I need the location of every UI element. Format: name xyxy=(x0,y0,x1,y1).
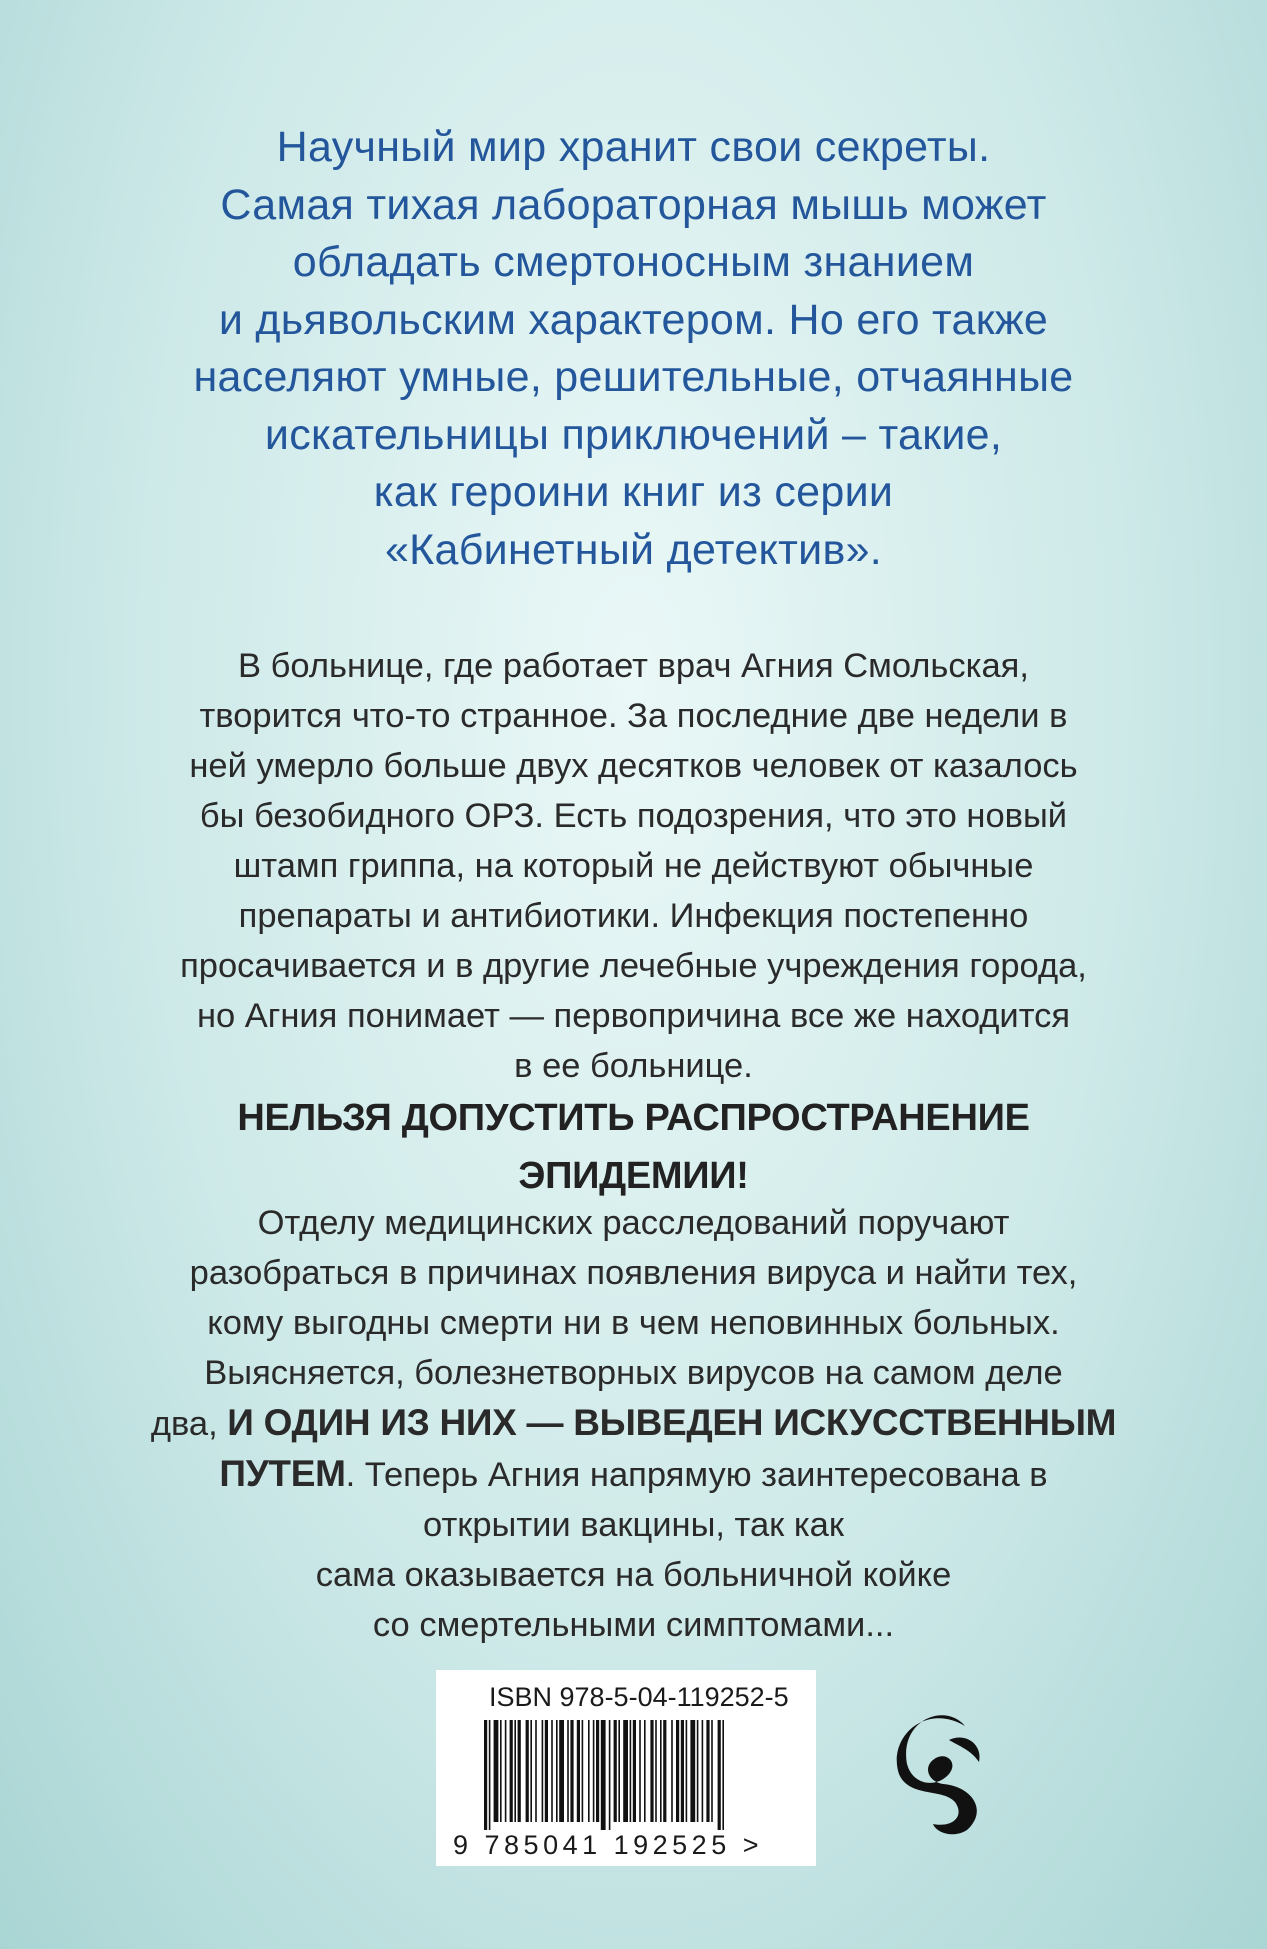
barcode-bar xyxy=(650,1720,653,1822)
intro-line: искательницы приключений – такие, xyxy=(264,410,1003,459)
headline xyxy=(0,1089,1267,1205)
intro-line: обладать смертоносным знанием xyxy=(292,238,975,286)
barcode-bar xyxy=(500,1720,502,1822)
headline-line: ЭПИДЕМИИ! xyxy=(518,1155,749,1197)
barcode-bar xyxy=(644,1720,646,1822)
barcode-bar xyxy=(681,1720,684,1822)
synopsis-line: но Агния понимает — первопричина все же находится xyxy=(196,997,1071,1035)
barcode-bar xyxy=(690,1720,695,1822)
barcode-bar xyxy=(671,1720,673,1822)
barcode-bar xyxy=(702,1720,704,1822)
barcode-bar xyxy=(633,1720,636,1822)
barcode-bar xyxy=(630,1720,632,1822)
synopsis-line: открытии вакцины, так как xyxy=(423,1506,844,1544)
barcode-bar xyxy=(593,1720,595,1822)
barcode-bar xyxy=(639,1720,641,1822)
synopsis-text: два, xyxy=(150,1405,218,1443)
synopsis-line: разобраться в причинах появления вируса и найти тех, xyxy=(189,1254,1078,1292)
emphasis-text: ПУТЕМ xyxy=(219,1453,346,1494)
synopsis-paragraph-2 xyxy=(0,1198,1267,1650)
barcode-bar xyxy=(697,1720,699,1822)
synopsis-line: Отделу медицинских расследований поручают xyxy=(257,1204,1010,1242)
barcode-bar xyxy=(551,1720,553,1822)
intro-line: Самая тихая лабораторная мышь может xyxy=(220,180,1047,229)
synopsis-line xyxy=(0,1449,1267,1500)
barcode-bar xyxy=(489,1720,491,1830)
eksmo-logo-icon xyxy=(893,1698,993,1838)
synopsis-line: в ее больнице. xyxy=(514,1047,753,1085)
barcode-box xyxy=(436,1670,816,1866)
barcode-bar xyxy=(655,1720,657,1822)
barcode-bar xyxy=(559,1720,564,1822)
intro-block xyxy=(0,119,1267,579)
synopsis-line: Выясняется, болезнетворных вирусов на самом деле xyxy=(204,1354,1063,1392)
barcode-bar xyxy=(596,1720,599,1822)
barcode-bar xyxy=(582,1720,584,1822)
barcode-bar xyxy=(542,1720,544,1822)
synopsis-line: кому выгодны смерти ни в чем неповинных больных. xyxy=(207,1304,1060,1342)
barcode-bars xyxy=(484,1720,774,1830)
barcode-bar xyxy=(526,1720,529,1822)
barcode-bar xyxy=(660,1720,662,1822)
barcode-bar xyxy=(577,1720,580,1822)
barcode-bar xyxy=(510,1720,513,1822)
intro-line: Научный мир хранит свои секреты. xyxy=(276,123,991,171)
barcode-bar xyxy=(545,1720,548,1822)
barcode-bar xyxy=(623,1720,628,1822)
barcode-bar xyxy=(505,1720,507,1822)
barcode-bar xyxy=(686,1720,688,1822)
synopsis-line: творится что-то странное. За последние две недели в xyxy=(199,697,1068,735)
synopsis-line xyxy=(0,1398,1267,1449)
barcode-bar xyxy=(722,1720,724,1830)
emphasis-text: И ОДИН ИЗ НИХ — ВЫВЕДЕН ИСКУССТВЕННЫМ xyxy=(227,1402,1117,1443)
barcode-bar xyxy=(711,1720,713,1822)
barcode-bar xyxy=(494,1720,499,1822)
barcode-bar xyxy=(556,1720,558,1822)
barcode-bar xyxy=(570,1720,573,1822)
headline-line: НЕЛЬЗЯ ДОПУСТИТЬ РАСПРОСТРАНЕНИЕ xyxy=(237,1097,1030,1139)
barcode-bar xyxy=(663,1720,666,1822)
synopsis-line: ней умерло больше двух десятков человек от казалось xyxy=(189,747,1078,785)
synopsis-line: В больнице, где работает врач Агния Смольская, xyxy=(238,647,1029,685)
barcode-bar xyxy=(514,1720,516,1822)
barcode-bar xyxy=(588,1720,590,1822)
intro-line: и дьявольским характером. Но его также xyxy=(218,295,1049,344)
intro-line: населяют умные, решительные, отчаянные xyxy=(193,353,1074,401)
barcode-bar xyxy=(530,1720,532,1822)
barcode-digits: 9 785041 192525 > xyxy=(453,1830,763,1860)
synopsis-text: . Теперь Агния напрямую заинтересована в xyxy=(345,1456,1048,1494)
barcode-bar xyxy=(567,1720,569,1822)
synopsis-line: препараты и антибиотики. Инфекция постепенно xyxy=(238,897,1029,935)
barcode-bar xyxy=(706,1720,709,1822)
barcode-bar xyxy=(601,1720,606,1830)
barcode-bar xyxy=(676,1720,679,1822)
barcode-bar xyxy=(618,1720,620,1822)
isbn-label: ISBN 978-5-04-119252-5 xyxy=(489,1682,789,1712)
intro-line: «Кабинетный детектив». xyxy=(384,525,883,574)
synopsis-line: просачивается и в другие лечебные учреждения города, xyxy=(180,947,1087,985)
intro-line: как героини книг из серии xyxy=(373,468,894,516)
synopsis-line: штамп гриппа, на который не действуют обычные xyxy=(233,847,1034,885)
synopsis-line: со смертельными симптомами... xyxy=(372,1606,895,1644)
barcode-bar xyxy=(484,1720,487,1830)
synopsis-line: бы безобидного ОРЗ. Есть подозрения, что это новый xyxy=(199,797,1068,835)
barcode-bar xyxy=(518,1720,521,1822)
barcode-bar xyxy=(614,1720,617,1822)
barcode-bar xyxy=(609,1720,611,1830)
synopsis-paragraph-1 xyxy=(0,641,1267,1091)
barcode-bar xyxy=(718,1720,721,1830)
synopsis-line: сама оказывается на больничной койке xyxy=(315,1556,952,1594)
barcode-bar xyxy=(535,1720,537,1822)
